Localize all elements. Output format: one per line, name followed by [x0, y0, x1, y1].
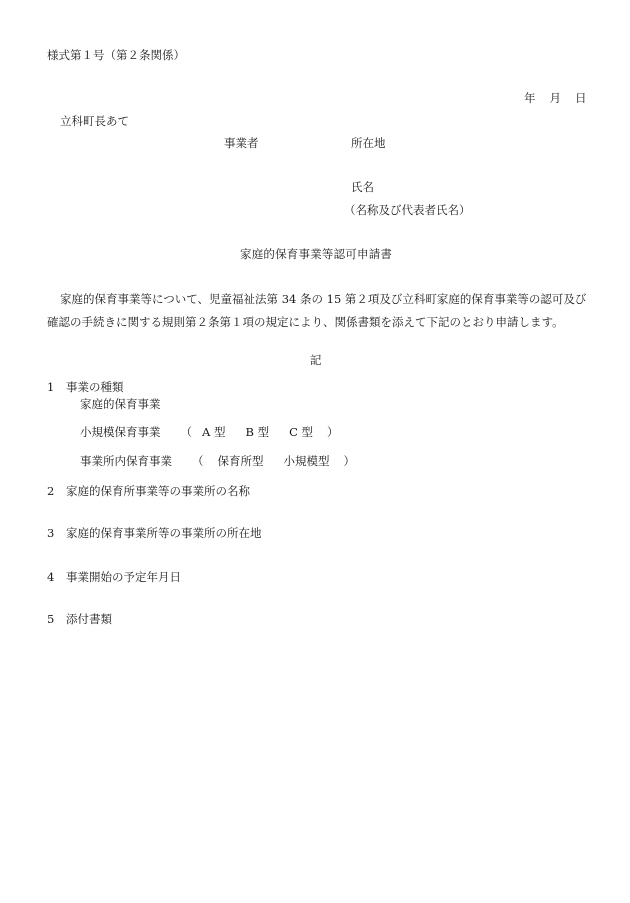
item-2-number: 2	[47, 484, 55, 498]
small-type-option: 小規模型	[283, 454, 330, 468]
small-scale-open-paren: （	[180, 425, 192, 439]
small-scale-care-row	[80, 427, 339, 439]
name-note: （名称及び代表者氏名）	[344, 203, 471, 217]
in-office-close-paren: ）	[343, 454, 355, 468]
item-1-number: 1	[47, 380, 55, 394]
item-5-number: 5	[47, 612, 55, 626]
document-title: 家庭的保育事業等認可申請書	[240, 247, 393, 261]
item-1-label: 事業の種類	[66, 380, 124, 394]
in-office-care-row	[80, 456, 355, 468]
date-year: 年	[524, 91, 536, 105]
item-4-number: 4	[47, 570, 55, 584]
date-day: 日	[575, 91, 587, 105]
small-scale-care-label: 小規模保育事業	[80, 425, 161, 439]
nursery-type-option: 保育所型	[217, 454, 264, 468]
small-scale-close-paren: ）	[327, 425, 339, 439]
item-3-label: 家庭的保育事業所等の事業所の所在地	[66, 526, 262, 540]
date-line	[524, 93, 587, 105]
item-5-label: 添付書類	[66, 612, 112, 626]
in-office-open-paren: （	[192, 454, 204, 468]
item-3-number: 3	[47, 526, 55, 540]
type-a-option: A 型	[202, 425, 226, 439]
in-office-care-label: 事業所内保育事業	[80, 454, 172, 468]
addressee: 立科町長あて	[60, 114, 129, 128]
name-label: 氏名	[351, 180, 374, 194]
body-text-line-2: 確認の手続きに関する規則第２条第１項の規定により、関係書類を添えて下記のとおり申請します。	[47, 315, 564, 329]
ki-heading: 記	[310, 353, 322, 367]
address-label: 所在地	[351, 136, 386, 150]
item-4-label: 事業開始の予定年月日	[66, 570, 181, 584]
applicant-label: 事業者	[224, 136, 259, 150]
date-month: 月	[549, 91, 561, 105]
form-number: 様式第１号（第２条関係）	[47, 48, 185, 62]
type-b-option: B 型	[245, 425, 270, 439]
body-text-line-1: 家庭的保育事業等について、児童福祉法第 34 条の 15 第２項及び立科町家庭的保育事業等の認可及び	[60, 292, 587, 306]
type-c-option: C 型	[289, 425, 314, 439]
item-1-home-based-care: 家庭的保育事業	[80, 397, 161, 411]
item-2-label: 家庭的保育所事業等の事業所の名称	[66, 484, 250, 498]
